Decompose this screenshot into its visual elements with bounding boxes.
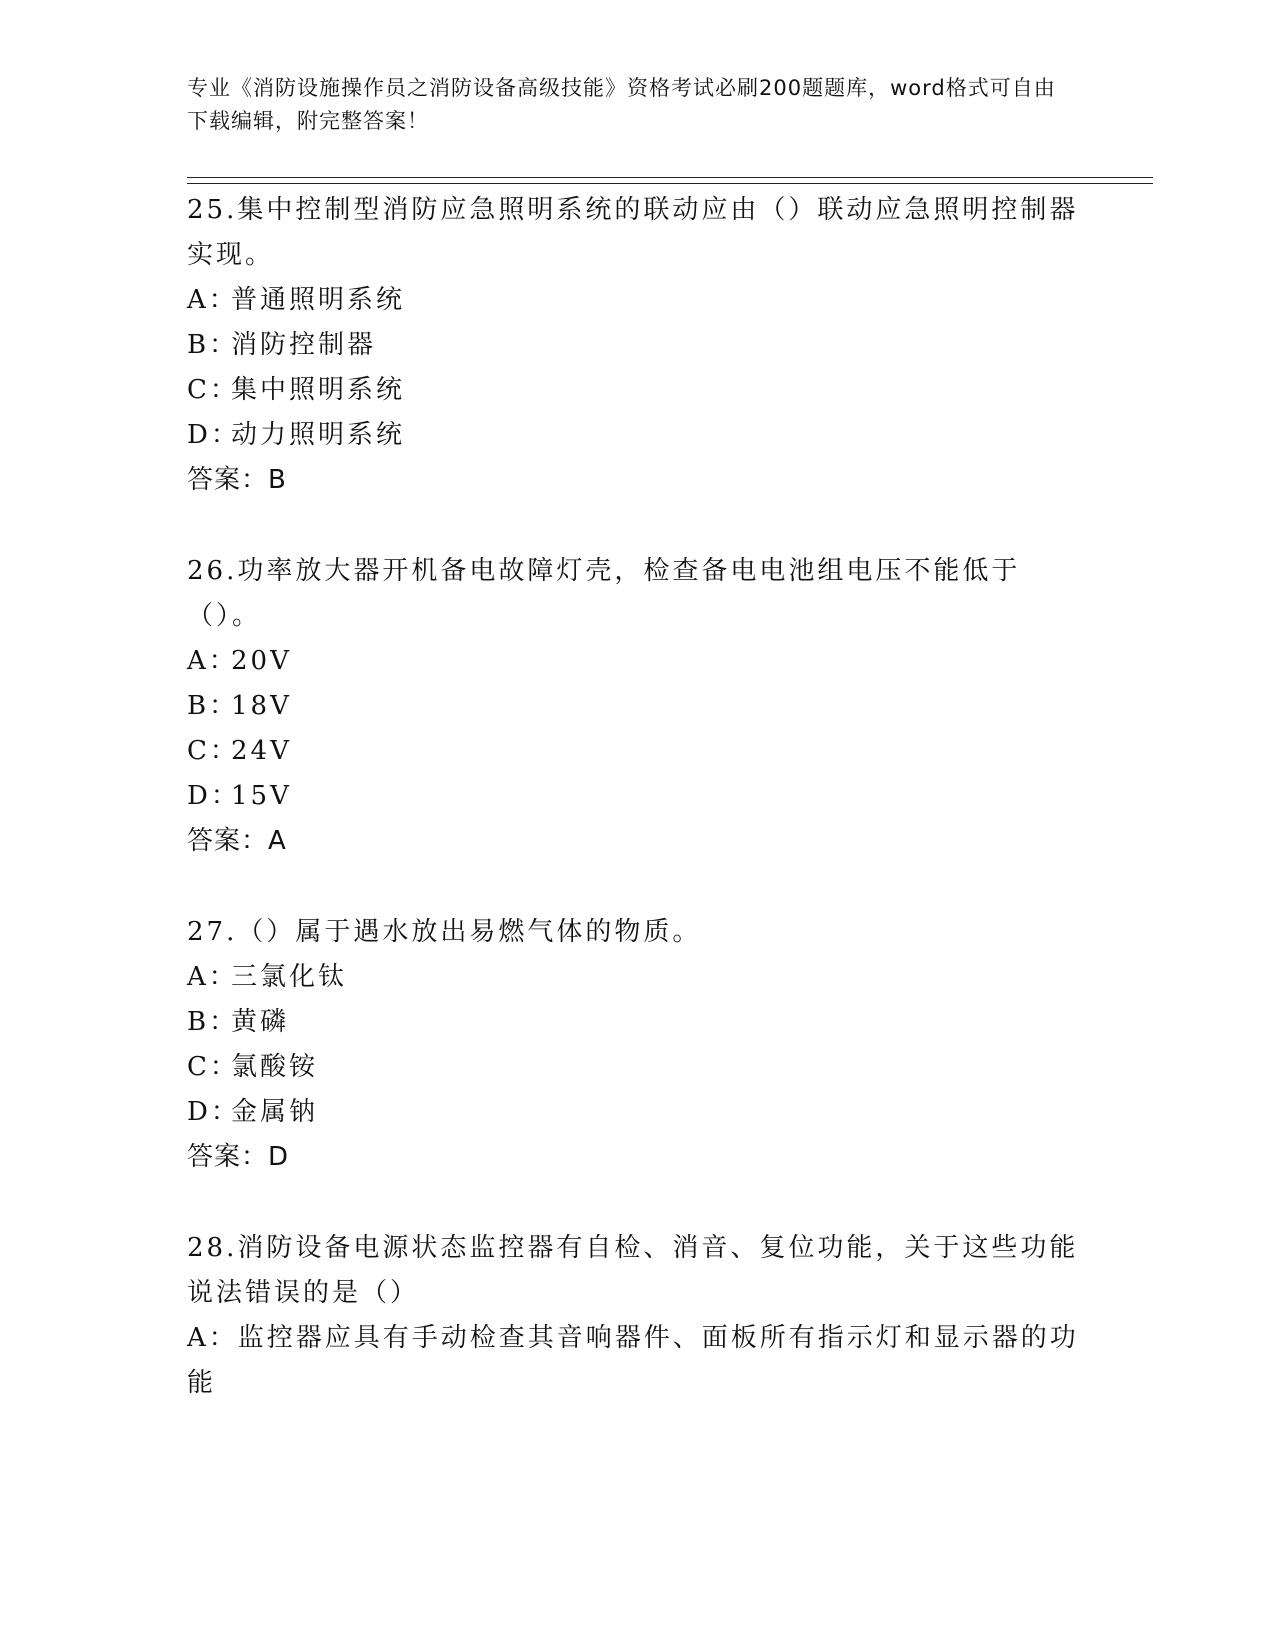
option-letter: C： bbox=[187, 736, 239, 766]
question-stem: 28.消防设备电源状态监控器有自检、消音、复位功能，关于这些功能说法错误的是（） bbox=[187, 1233, 1079, 1308]
option-letter: B： bbox=[187, 691, 239, 721]
option-a bbox=[187, 1316, 1087, 1406]
option-letter: B： bbox=[187, 330, 239, 360]
option-d bbox=[187, 413, 1087, 458]
header-divider-bottom bbox=[187, 183, 1153, 184]
option-letter: A： bbox=[187, 1323, 238, 1353]
option-a bbox=[187, 955, 1087, 1000]
option-d bbox=[187, 1090, 1087, 1135]
option-c bbox=[187, 1045, 1087, 1090]
option-letter: D： bbox=[187, 781, 240, 811]
question-stem: 27.（）属于遇水放出易燃气体的物质。 bbox=[187, 917, 702, 947]
option-text: 集中照明系统 bbox=[231, 375, 406, 405]
option-c bbox=[187, 729, 1087, 774]
option-c bbox=[187, 368, 1087, 413]
option-b bbox=[187, 1000, 1087, 1045]
option-letter: D： bbox=[187, 420, 240, 450]
option-letter: D： bbox=[187, 1097, 240, 1127]
option-letter: A： bbox=[187, 646, 238, 676]
option-text: 24V bbox=[231, 736, 292, 766]
question-stem: 26.功率放大器开机备电故障灯壳，检查备电电池组电压不能低于（）。 bbox=[187, 556, 1021, 631]
question-25 bbox=[187, 188, 1087, 503]
option-text: 18V bbox=[231, 691, 292, 721]
option-letter: C： bbox=[187, 1052, 239, 1082]
answer-line: 答案：A bbox=[187, 826, 287, 856]
option-d bbox=[187, 774, 1087, 819]
option-letter: A： bbox=[187, 285, 238, 315]
option-a bbox=[187, 639, 1087, 684]
answer-line: 答案：D bbox=[187, 1142, 290, 1172]
option-text: 20V bbox=[231, 646, 292, 676]
question-26 bbox=[187, 549, 1087, 864]
question-list bbox=[187, 188, 1087, 1452]
option-letter: C： bbox=[187, 375, 239, 405]
option-b bbox=[187, 323, 1087, 368]
option-letter: A： bbox=[187, 962, 238, 992]
option-b bbox=[187, 684, 1087, 729]
header-divider-top bbox=[187, 177, 1153, 178]
option-a bbox=[187, 278, 1087, 323]
question-28 bbox=[187, 1226, 1087, 1406]
option-text: 动力照明系统 bbox=[231, 420, 406, 450]
option-text: 普通照明系统 bbox=[231, 285, 406, 315]
option-text: 消防控制器 bbox=[231, 330, 377, 360]
option-text: 三氯化钛 bbox=[231, 962, 348, 992]
answer-line: 答案：B bbox=[187, 465, 287, 495]
option-letter: B： bbox=[187, 1007, 239, 1037]
question-27 bbox=[187, 910, 1087, 1180]
option-text: 监控器应具有手动检查其音响器件、面板所有指示灯和显示器的功能 bbox=[187, 1323, 1079, 1398]
document-header: 专业《消防设施操作员之消防设备高级技能》资格考试必刷200题题库，word格式可自由下载编辑，附完整答案！ bbox=[187, 76, 1056, 133]
option-text: 黄磷 bbox=[231, 1007, 290, 1037]
option-text: 15V bbox=[231, 781, 292, 811]
option-text: 金属钠 bbox=[231, 1097, 319, 1127]
option-text: 氯酸铵 bbox=[231, 1052, 319, 1082]
question-stem: 25.集中控制型消防应急照明系统的联动应由（）联动应急照明控制器实现。 bbox=[187, 195, 1079, 270]
